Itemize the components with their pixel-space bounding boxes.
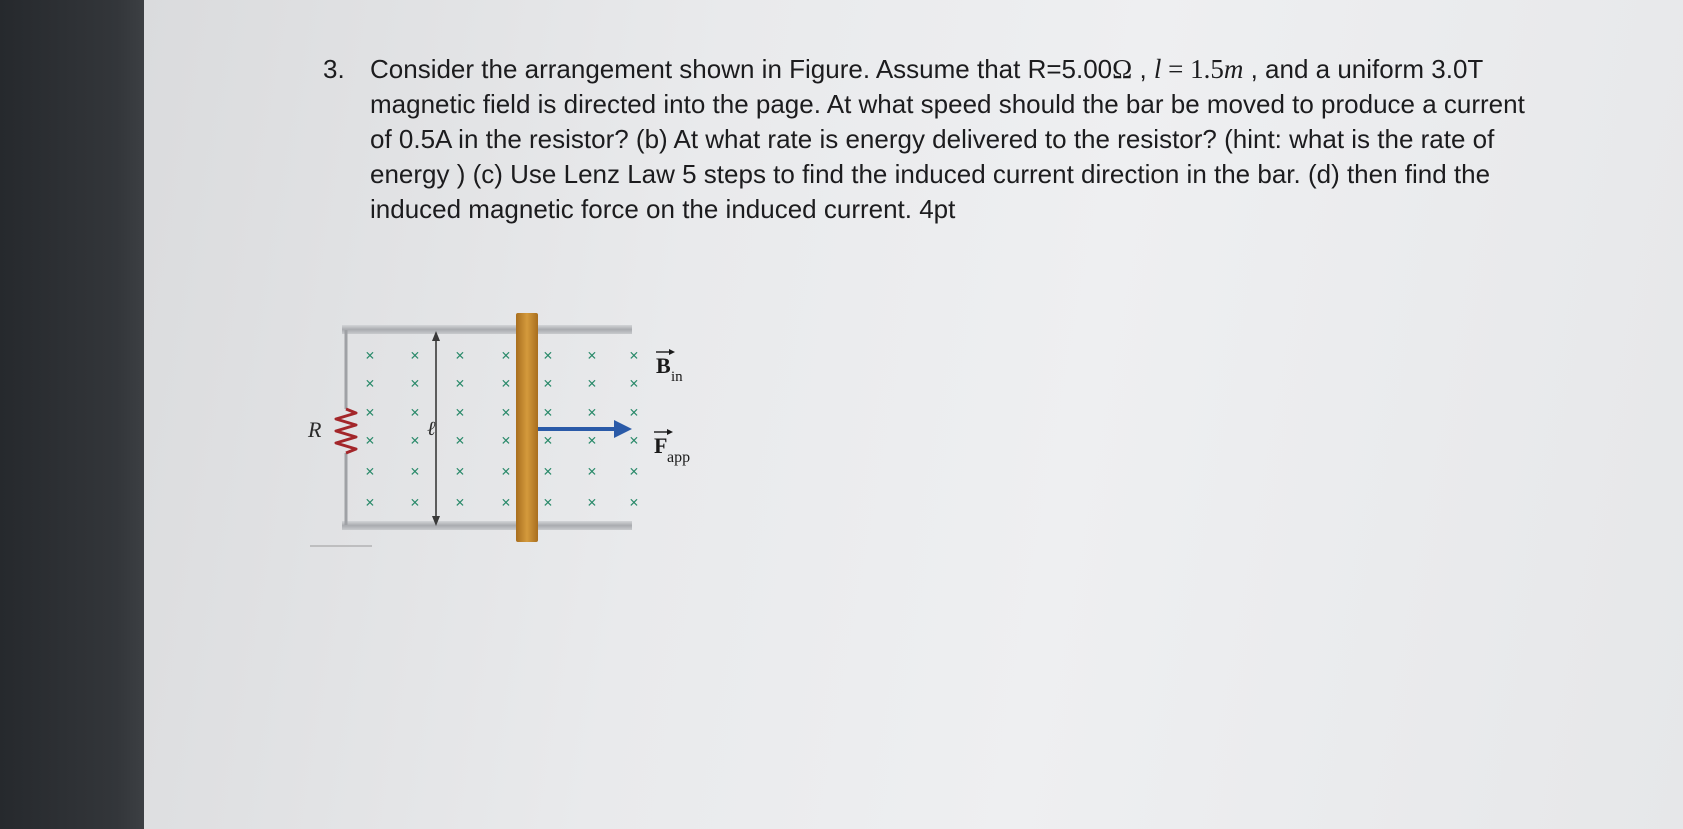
top-rail (342, 325, 632, 334)
length-value: = 1.5 (1161, 54, 1224, 84)
field-mark: × (410, 346, 420, 365)
field-mark: × (501, 403, 511, 422)
question-text-part-1: Consider the arrangement shown in Figure. Assume that R=5.00 (370, 54, 1113, 84)
field-mark: × (455, 431, 465, 450)
field-mark: × (629, 403, 639, 422)
question-text-part-2: , and a uniform 3.0T magnetic field is directed into the page. At what speed should the bar be moved to produce a current of 0.5A in the resistor? (b) At what rate is energy delivered to the resistor? (hint: what is the rate of energy ) (c) Use Lenz Law 5 steps to find the induced current direction in the bar. (d) then find the induced magnetic force on the induced current. 4pt (370, 54, 1525, 224)
field-mark: × (410, 374, 420, 393)
field-mark: × (365, 431, 375, 450)
question-text (370, 52, 1545, 227)
field-mark: × (587, 431, 597, 450)
field-mark: × (365, 374, 375, 393)
force-label: F (654, 433, 668, 458)
resistor-zigzag (336, 409, 356, 453)
field-mark: × (587, 493, 597, 512)
field-mark: × (410, 493, 420, 512)
field-mark: × (455, 374, 465, 393)
field-mark: × (629, 493, 639, 512)
field-mark: × (410, 403, 420, 422)
bottom-rail (342, 521, 632, 530)
length-label: ℓ (427, 418, 436, 440)
question-number: 3. (323, 54, 345, 84)
field-mark: × (587, 346, 597, 365)
field-mark: × (410, 462, 420, 481)
field-mark: × (455, 346, 465, 365)
force-vector-arrowhead (667, 429, 673, 435)
field-label: B (656, 353, 671, 378)
sliding-bar-figure (308, 325, 760, 605)
field-mark: × (587, 374, 597, 393)
resistor-label: R (308, 417, 322, 442)
dark-background-edge (0, 0, 146, 829)
field-mark: × (501, 431, 511, 450)
field-mark: × (501, 493, 511, 512)
field-mark: × (629, 431, 639, 450)
field-mark: × (587, 403, 597, 422)
field-mark: × (365, 493, 375, 512)
field-mark: × (543, 403, 553, 422)
field-mark: × (629, 462, 639, 481)
field-mark: × (501, 374, 511, 393)
sliding-bar (516, 313, 538, 542)
field-mark: × (365, 346, 375, 365)
field-mark: × (543, 493, 553, 512)
field-mark: × (543, 374, 553, 393)
field-mark: × (365, 462, 375, 481)
length-symbol: l (1153, 54, 1162, 84)
field-mark: × (455, 493, 465, 512)
field-subscript: in (671, 369, 683, 385)
comma-separator: , (1132, 54, 1154, 84)
field-mark: × (543, 346, 553, 365)
field-mark: × (501, 346, 511, 365)
field-mark: × (455, 462, 465, 481)
force-subscript: app (667, 449, 691, 466)
field-mark: × (365, 403, 375, 422)
field-mark: × (629, 346, 639, 365)
field-mark: × (629, 374, 639, 393)
question-3 (323, 52, 1553, 227)
meter-unit: m (1223, 54, 1244, 84)
field-mark: × (455, 403, 465, 422)
field-mark: × (587, 462, 597, 481)
field-mark: × (501, 462, 511, 481)
field-mark: × (543, 431, 553, 450)
ohm-symbol: Ω (1112, 54, 1133, 84)
field-mark: × (410, 431, 420, 450)
field-mark: × (543, 462, 553, 481)
